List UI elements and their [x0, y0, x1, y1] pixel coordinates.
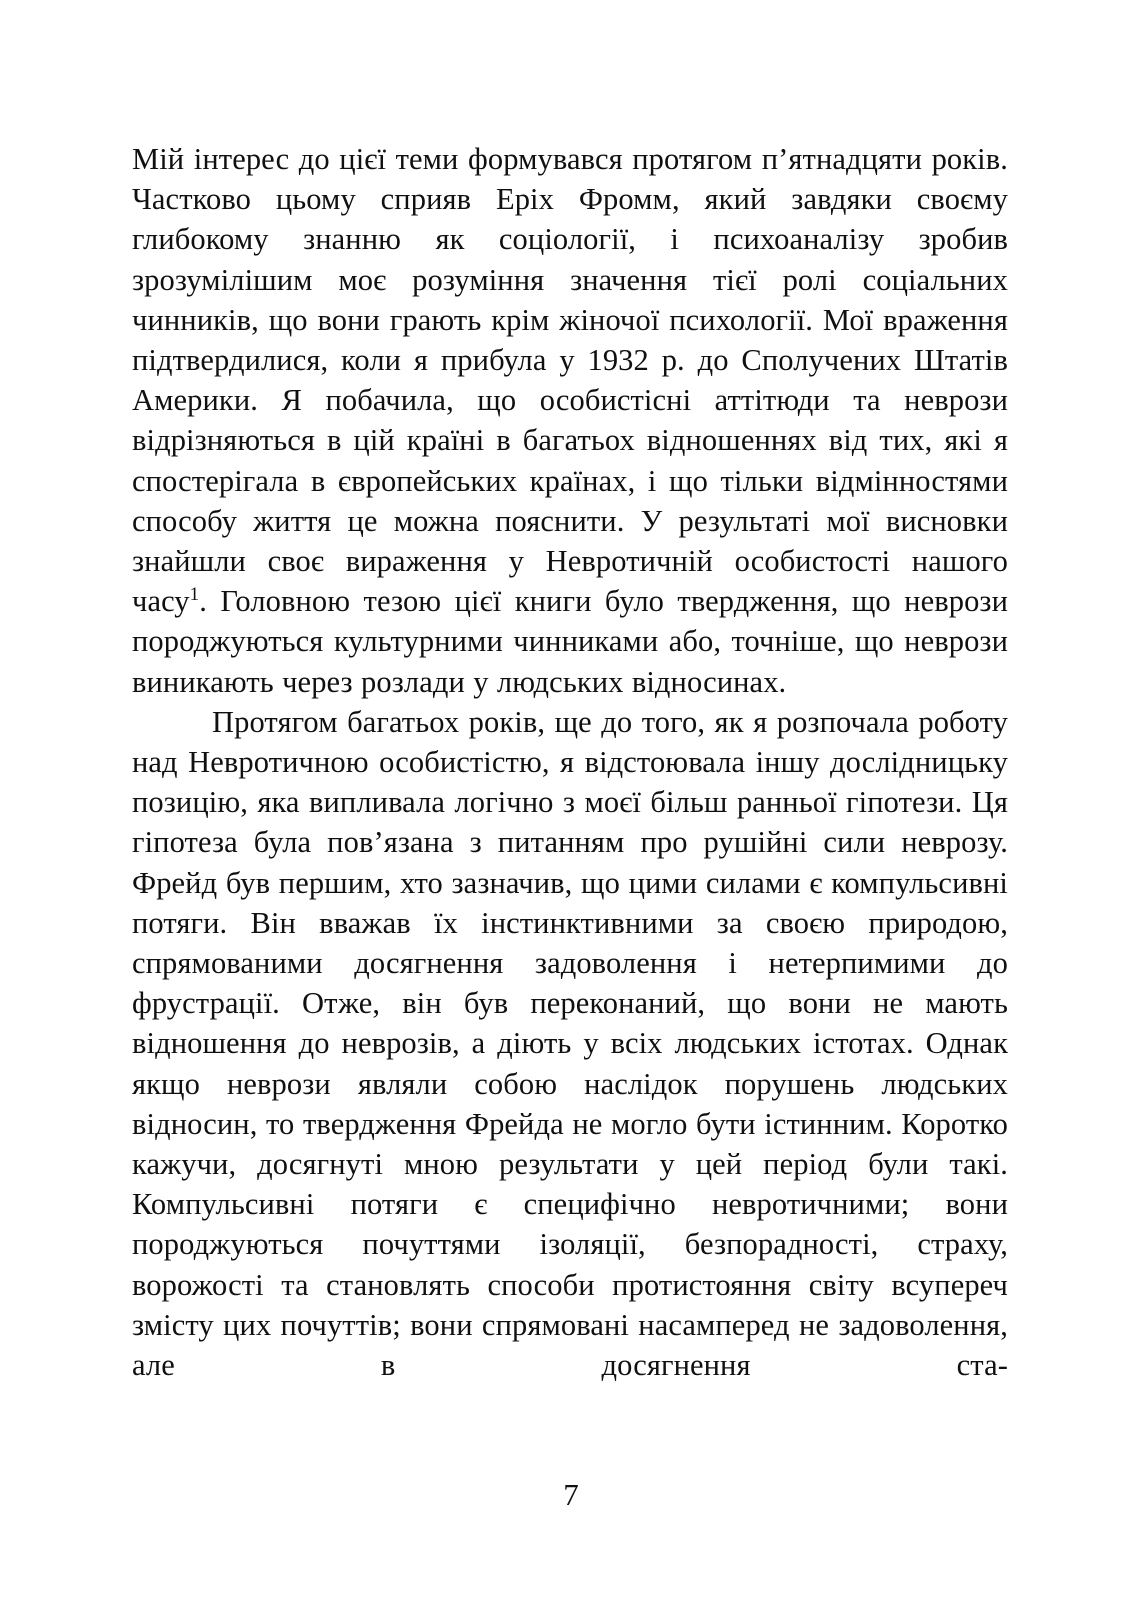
- footnote-reference-1[interactable]: 1: [189, 584, 200, 606]
- paragraph-1-text-before-footnote: Мій інтерес до цієї теми формувався протягом п’ятнадцяти років. Частково цьому сприяв Еріх Фромм, який завдяки своєму глибокому знанню як соціології, і психоаналізу зробив зрозумілішим моє розуміння значення тієї ролі соціальних чинників, що вони грають крім жіночої психології. Мої враження підтвердилися, коли я прибула у 1932 р. до Сполучених Штатів Америки. Я побачила, що особистісні аттітюди та неврози відрізняються в цій країні в багатьох відношеннях від тих, які я спостерігала в європейських країнах, і що тільки відмінностями способу життя це можна пояснити. У результаті мої висновки знайшли своє вираження у Невротичній особистості нашого часу: [132, 142, 1008, 619]
- paragraph-1-text-after-footnote: . Головною тезою цієї книги було твердження, що неврози породжуються культурними чинниками або, точніше, що неврози виникають через розлади у людських відносинах.: [132, 584, 1008, 699]
- page-number: 7: [563, 1477, 579, 1512]
- page-text-block: [132, 139, 1008, 1385]
- paragraph-2: Протягом багатьох років, ще до того, як я розпочала роботу над Невротичною особистістю, я відстоювала іншу дослідницьку позицію, яка випливала логічно з моєї більш ранньої гіпотези. Ця гіпотеза була пов’язана з питанням про рушійні сили неврозу. Фрейд був першим, хто зазначив, що цими силами є компульсивні потяги. Він вважав їх інстинктивними за своєю природою, спрямованими досягнення задоволення і нетерпимими до фрустрації. Отже, він був переконаний, що вони не мають відношення до неврозів, а діють у всіх людських істотах. Однак якщо неврози являли собою наслідок порушень людських відносин, то твердження Фрейда не могло бути істинним. Коротко кажучи, досягнуті мною результати у цей період були такі. Компульсивні потяги є специфічно невротичними; вони породжуються почуттями ізоляції, безпорадності, страху, ворожості та становлять способи протистояння світу всупереч змісту цих почуттів; вони спрямовані насамперед не задоволення, але в досягнення ста-: [132, 704, 1008, 1383]
- paragraph-1: [132, 139, 1008, 702]
